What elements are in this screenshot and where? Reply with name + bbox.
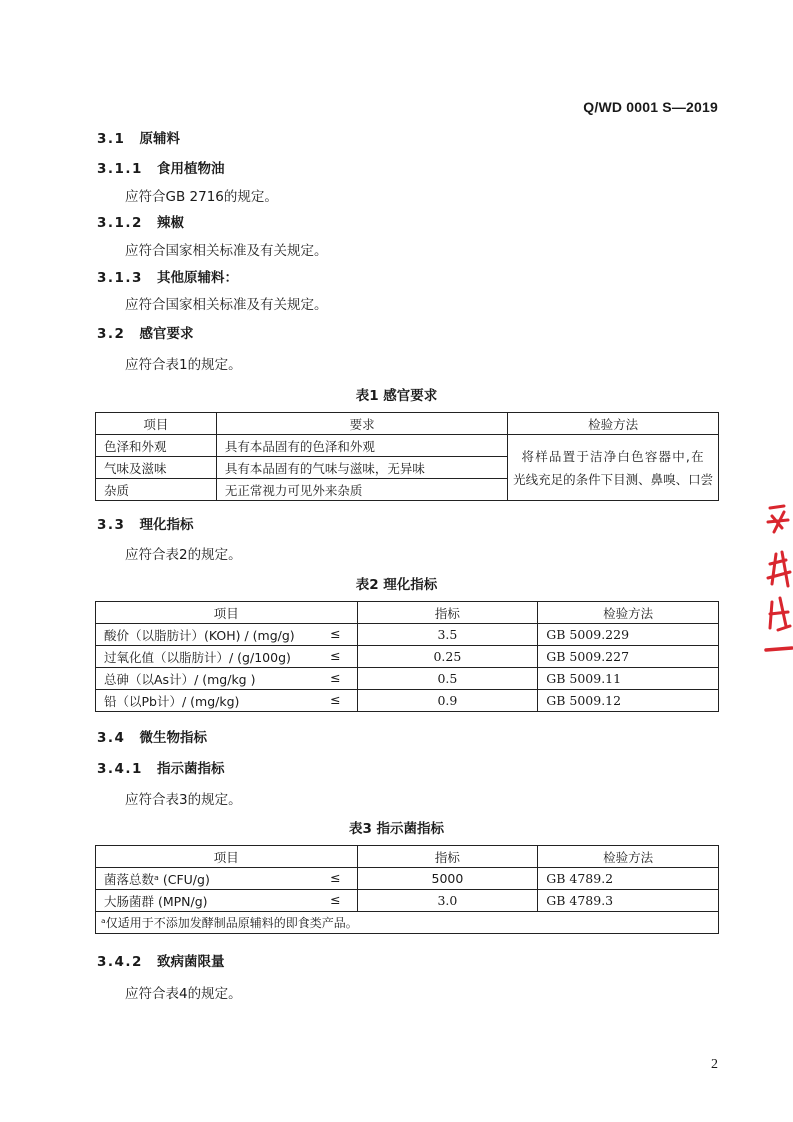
item-cell: 色泽和外观 [96, 435, 217, 457]
red-seal-stamp [762, 498, 793, 658]
item-cell: 杂质 [96, 479, 217, 501]
operator: ≤ [330, 691, 341, 707]
footnote-cell: ᵃ仅适用于不添加发酵制品原辅料的即食类产品。 [96, 912, 719, 934]
column-header: 要求 [216, 413, 508, 435]
item-cell [96, 868, 358, 890]
operator: ≤ [330, 891, 341, 907]
section-number: 3.2 [97, 326, 126, 342]
operator: ≤ [330, 669, 341, 685]
column-header: 项目 [96, 846, 358, 868]
section-title: 微生物指标 [139, 730, 208, 746]
value-cell: 5000 [357, 868, 538, 890]
item-label: 铅（以Pb计）/ (mg/kg) [104, 693, 240, 709]
section-title: 感官要求 [139, 326, 194, 342]
item-label: 总砷（以As计）/ (mg/kg ) [104, 671, 256, 687]
value-cell: 0.25 [357, 646, 538, 668]
section-3-1-3-body: 应符合国家相关标准及有关规定。 [125, 297, 328, 313]
method-cell: GB 4789.2 [538, 868, 719, 890]
column-header: 指标 [357, 846, 538, 868]
physicochemical-table [95, 601, 719, 712]
item-cell [96, 690, 358, 712]
page-number: 2 [711, 1057, 718, 1072]
item-cell [96, 668, 358, 690]
table-row [96, 668, 719, 690]
table1-caption: 表1 感官要求 [355, 388, 438, 404]
method-cell: GB 5009.11 [538, 668, 719, 690]
item-cell [96, 624, 358, 646]
method-line: 将样品置于洁净白色容器中,在 [521, 448, 705, 464]
section-number: 3.3 [97, 517, 126, 533]
sensory-table [95, 412, 719, 501]
section-3-1-heading [97, 127, 180, 147]
table-row [96, 646, 719, 668]
item-label: 酸价（以脂肪计）(KOH) / (mg/g) [104, 627, 295, 643]
table-header-row [96, 846, 719, 868]
section-3-4-1-heading [97, 757, 225, 777]
table-row [96, 435, 719, 457]
section-number: 3.1 [97, 131, 126, 147]
item-cell: 气味及滋味 [96, 457, 217, 479]
method-cell: GB 5009.229 [538, 624, 719, 646]
section-3-1-2-heading [97, 211, 184, 231]
operator: ≤ [330, 625, 341, 641]
column-header: 指标 [357, 602, 538, 624]
method-cell [508, 435, 719, 501]
section-3-4-1-body: 应符合表3的规定。 [125, 792, 242, 808]
operator: ≤ [330, 869, 341, 885]
table-row [96, 868, 719, 890]
section-title: 原辅料 [139, 131, 181, 147]
method-cell: GB 4789.3 [538, 890, 719, 912]
table-footnote-row [96, 912, 719, 934]
section-number: 3.4.1 [97, 761, 143, 777]
section-3-1-3-heading [97, 266, 238, 286]
column-header: 检验方法 [538, 602, 719, 624]
section-3-3-heading [97, 513, 194, 533]
item-label: 过氧化值（以脂肪计）/ (g/100g) [104, 649, 291, 665]
table-row [96, 690, 719, 712]
section-number: 3.1.1 [97, 161, 143, 177]
section-title: 其他原辅料： [157, 270, 239, 286]
table-row [96, 890, 719, 912]
table-row [96, 624, 719, 646]
section-number: 3.1.3 [97, 270, 143, 286]
indicator-bacteria-table [95, 845, 719, 934]
section-number: 3.1.2 [97, 215, 143, 231]
table3-caption: 表3 指示菌指标 [348, 821, 445, 837]
section-number: 3.4.2 [97, 954, 143, 970]
section-title: 辣椒 [157, 215, 185, 231]
column-header: 检验方法 [508, 413, 719, 435]
method-cell: GB 5009.12 [538, 690, 719, 712]
section-number: 3.4 [97, 730, 126, 746]
section-3-2-heading [97, 322, 194, 342]
item-label: 大肠菌群 (MPN/g) [104, 893, 208, 909]
section-3-4-heading [97, 726, 207, 746]
requirement-cell: 无正常视力可见外来杂质 [216, 479, 508, 501]
section-3-4-2-body: 应符合表4的规定。 [125, 986, 242, 1002]
value-cell: 0.5 [357, 668, 538, 690]
method-line: 光线充足的条件下目测、鼻嗅、口尝 [513, 471, 714, 487]
item-cell [96, 646, 358, 668]
column-header: 项目 [96, 413, 217, 435]
value-cell: 0.9 [357, 690, 538, 712]
section-3-1-1-heading [97, 157, 225, 177]
requirement-cell: 具有本品固有的色泽和外观 [216, 435, 508, 457]
column-header: 检验方法 [538, 846, 719, 868]
section-title: 食用植物油 [157, 161, 225, 177]
value-cell: 3.0 [357, 890, 538, 912]
section-title: 理化指标 [139, 517, 194, 533]
table-header-row [96, 602, 719, 624]
section-title: 致病菌限量 [157, 954, 225, 970]
requirement-cell: 具有本品固有的气味与滋味，无异味 [216, 457, 508, 479]
section-title: 指示菌指标 [157, 761, 225, 777]
column-header: 项目 [96, 602, 358, 624]
table-header-row [96, 413, 719, 435]
section-3-1-1-body: 应符合GB 2716的规定。 [125, 189, 278, 205]
table2-caption: 表2 理化指标 [355, 577, 438, 593]
item-cell [96, 890, 358, 912]
section-3-1-2-body: 应符合国家相关标准及有关规定。 [125, 243, 328, 259]
operator: ≤ [330, 647, 341, 663]
method-cell: GB 5009.227 [538, 646, 719, 668]
section-3-3-body: 应符合表2的规定。 [125, 547, 242, 563]
item-label: 菌落总数ᵃ (CFU/g) [104, 871, 210, 887]
value-cell: 3.5 [357, 624, 538, 646]
document-code: Q/WD 0001 S—2019 [583, 99, 718, 115]
section-3-4-2-heading [97, 950, 225, 970]
section-3-2-body: 应符合表1的规定。 [125, 357, 242, 373]
